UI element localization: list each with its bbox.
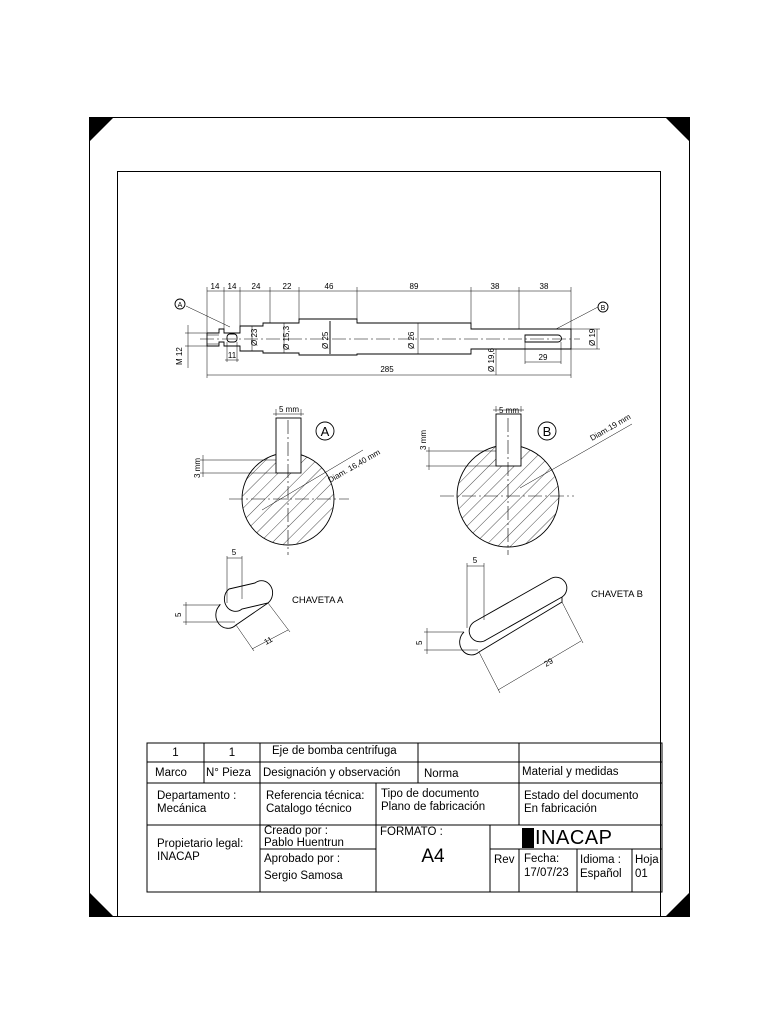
detail-a-width: 5 mm [279, 405, 299, 414]
logo-text: INACAP [535, 827, 613, 849]
marker-b-label: B [600, 305, 606, 312]
hoja-label: Hoja [635, 854, 659, 866]
estado-value: En fabricación [524, 803, 597, 815]
norma-label: Norma [424, 768, 459, 780]
key-b-view [424, 563, 583, 693]
referencia-value: Catalogo técnico [266, 803, 352, 815]
referencia-label: Referencia técnica: [266, 790, 365, 802]
marker-a-label: A [177, 302, 183, 309]
estado-label: Estado del documento [524, 790, 639, 802]
formato-value: A4 [421, 846, 445, 867]
tipo-value: Plano de fabricación [381, 801, 486, 813]
designation-label: Designación y observación [263, 767, 401, 779]
dim-top-7: 38 [490, 282, 500, 291]
dim-d19: Ø 19 [588, 328, 597, 346]
idioma-value: Español [580, 868, 622, 880]
dim-d196: Ø 19,6 [487, 347, 496, 372]
section-detail-a [200, 409, 363, 555]
propietario-label: Propietario legal: [157, 838, 244, 850]
dim-top-4: 22 [282, 282, 292, 291]
propietario-value: INACAP [157, 851, 200, 863]
creado-label: Creado por : [264, 825, 328, 837]
dim-top-8: 38 [539, 282, 549, 291]
detail-a-diameter: Diam. 16,40 mm [326, 447, 382, 485]
tipo-label: Tipo de documento [381, 788, 480, 800]
detail-a-depth: 3 mm [193, 458, 202, 478]
hoja-value: 01 [635, 868, 648, 880]
designation-value: Eje de bomba centrifuga [272, 745, 397, 757]
pieza-value: 1 [228, 747, 236, 759]
dim-d25: Ø 25 [321, 331, 330, 349]
dim-m12: M 12 [175, 347, 184, 365]
marco-label: Marco [155, 767, 187, 779]
creado-value: Pablo Huentrun [264, 837, 344, 849]
key-a-height: 5 [174, 612, 183, 617]
logo-mark [522, 828, 534, 848]
key-a-view [183, 556, 290, 651]
detail-b-marker: B [542, 424, 552, 439]
marco-value: 1 [172, 747, 179, 759]
material-label: Material y medidas [522, 766, 619, 778]
pieza-label: N° Pieza [206, 767, 251, 779]
key-b-height: 5 [415, 640, 424, 645]
dim-top-5: 46 [324, 282, 334, 291]
key-a-title: CHAVETA A [292, 595, 344, 606]
key-a-width: 5 [231, 548, 237, 557]
idioma-label: Idioma : [580, 854, 621, 866]
aprobado-label: Aprobado por : [264, 853, 341, 865]
dim-top-6: 89 [409, 282, 419, 291]
departamento-value: Mecánica [157, 803, 207, 815]
fecha-value: 17/07/23 [524, 867, 569, 879]
aprobado-value: Sergio Samosa [264, 870, 343, 882]
detail-a-marker: A [320, 424, 330, 439]
key-b-labels [415, 556, 643, 669]
key-a-length: 11 [262, 634, 275, 647]
key-a-labels [174, 548, 344, 647]
dim-d26: Ø 26 [407, 331, 416, 349]
detail-b-depth: 3 mm [419, 430, 428, 450]
dim-keyway-a-length: 11 [227, 351, 237, 360]
detail-b-diameter: Diam.19 mm [588, 412, 633, 443]
dim-top-1: 14 [210, 282, 220, 291]
key-b-width: 5 [472, 556, 478, 565]
dim-top-3: 24 [251, 282, 261, 291]
dim-d153: Ø 15,3 [282, 325, 291, 350]
dim-keyway-b-length: 29 [538, 353, 548, 362]
key-b-title: CHAVETA B [591, 589, 643, 600]
dim-total: 285 [380, 365, 394, 374]
detail-b-width: 5 mm [499, 406, 519, 415]
departamento-label: Departamento : [157, 790, 237, 802]
formato-label: FORMATO : [380, 826, 443, 838]
fecha-label: Fecha: [524, 853, 560, 865]
dim-d23: Ø 23 [250, 328, 259, 346]
key-b-length: 29 [542, 656, 555, 669]
inacap-logo [522, 826, 612, 850]
section-detail-b-labels [419, 406, 633, 450]
rev-label: Rev [494, 854, 515, 866]
dim-top-2: 14 [227, 282, 237, 291]
